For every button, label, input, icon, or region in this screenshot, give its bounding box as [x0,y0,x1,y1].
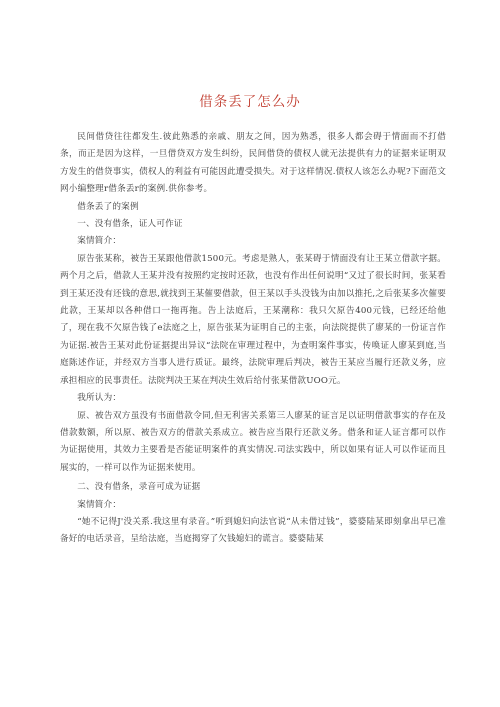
paragraph-case-heading: 借条丢了的案例 [77,201,139,212]
paragraph-section-2-heading: 二、没有借条，录音可成为证据 [77,482,201,493]
paragraph-case-summary-label-2: 案情简介： [77,499,122,510]
paragraph-case-1-body: 原告张某称，被告王某跟他借款1500元。考虑是熟人，张某碍于情面没有让王某立借款字据。两个月之后，借款人王某并没有按照约定按时还款，也没有作出任何说明“又过了很长时间，张某看到王某还没有还钱的意思,就找到王某催要借款，但王某以手头没钱为由加以推托,之后张某多次催要此款，王某却以各种借口一拖再拖。告上法庭后，王某潮称：我只欠原告400元钱，已经还给他了，现在我不欠原告钱了e法庭之上，原告张某为证明自己的主张，向法院提供了廖某的一份证言作为证据.被告王某对此份证据提出异议“法院在审理过程中，为查明案件事实，传唤证人廖某到庭,当庭陈述作证，并经双方当事人进行质证。最终，法院审理后判决，被告王某应当履行还款义务，应承担相应的民事责任。法院判决王某在判决生效后给付张某借款UOO元。 [60,253,446,386]
paragraph-opinion-label: 我所认为： [77,393,122,404]
paragraph-case-summary-label: 案情简介： [77,236,122,247]
paragraph-section-1-heading: 一、没有借条，证人可作证 [77,219,183,230]
document-title: 借条丢了怎么办 [199,94,301,110]
document-body [60,129,446,549]
paragraph-case-2-body: “她不记得J'没关系.我这里有录音。”听到媳妇向法官说“从未借过钱”，婆婆陆某即刻拿出早已准备好的电话录音，呈给法庭，当庭揭穿了欠钱媳妇的谎言。婆婆陆某 [60,516,446,545]
paragraph-opinion-body: 原、被告双方虽没有书面借款令同,但无利害关系第三人廖某的证言足以证明借款事实的存在及借款数额，所以原、被告双方的借款关系成立。被告应当限行还款义务。借条和证人证言都可以作为证据使用，其效力主要看是否能证明案件的真实情况.司法实践中，所以如果有证人可以作证而且展实的，一样可以作为证据来使用。 [60,410,446,473]
paragraph-intro: 民间借贷往往都发生.彼此熟悉的亲戚、朋友之间，因为熟悉，很多人都会碍于情面而不打借条，而正是因为这样，一旦借贷双方发生纠纷，民间借贷的债权人就无法提供有力的证据来证明双方发生的借贷事实，债权人的利益有可能因此遭受损失。对于这样情况.债权人该怎么办呢?下面范文网小编整理r借条丢r的案例.供你参考。 [60,132,446,195]
